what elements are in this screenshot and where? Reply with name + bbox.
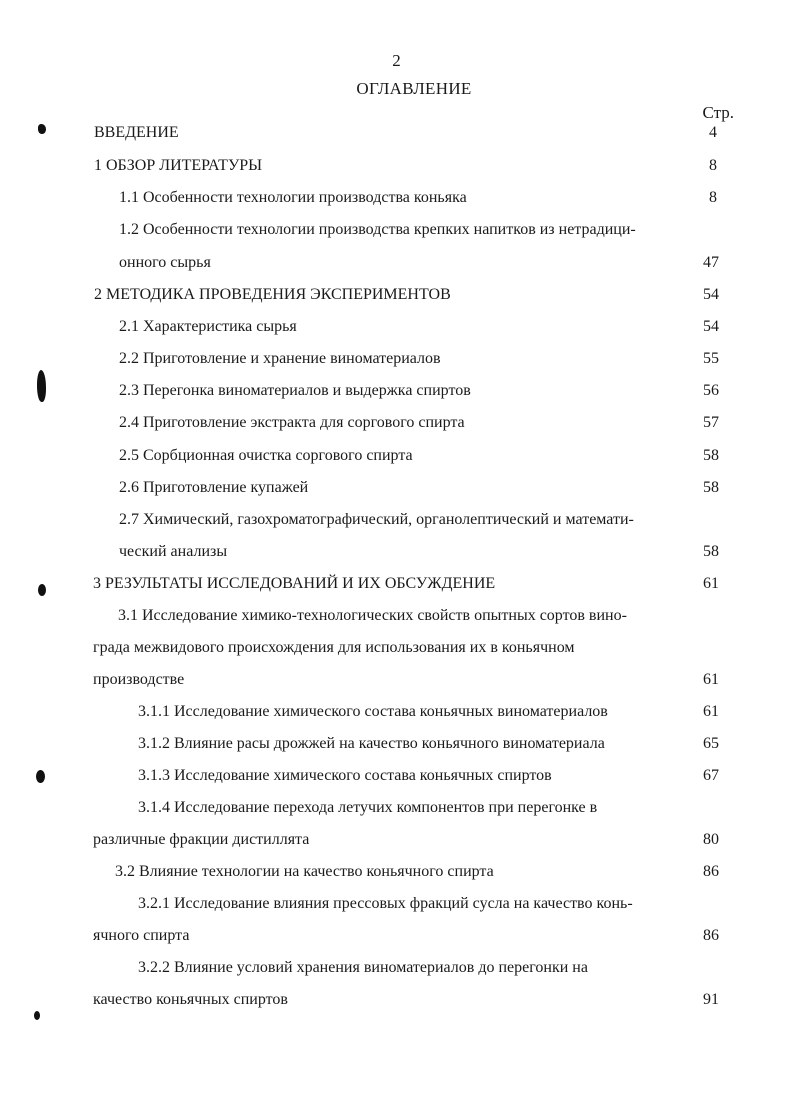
toc-entry-page: 91: [703, 991, 719, 1008]
toc-entry-page: 86: [703, 927, 719, 944]
toc-entry-text: 3.1.2 Влияние расы дрожжей на качество коньячного виноматериала: [138, 735, 605, 752]
scan-mark: [36, 770, 45, 783]
toc-entry-text: 2 МЕТОДИКА ПРОВЕДЕНИЯ ЭКСПЕРИМЕНТОВ: [94, 286, 451, 303]
scan-mark: [37, 370, 46, 402]
toc-entry-page: 58: [703, 543, 719, 560]
toc-entry-text: 3.1.4 Исследование перехода летучих компонентов при перегонке в: [138, 799, 598, 816]
page-title: ОГЛАВЛЕНИЕ: [356, 79, 472, 98]
toc-entry-text: 3.1.1 Исследование химического состава коньячных виноматериалов: [138, 703, 608, 720]
toc-entry-text: 1 ОБЗОР ЛИТЕРАТУРЫ: [94, 157, 263, 174]
toc-entry-page: 56: [703, 382, 719, 399]
toc-entry-text: 2.4 Приготовление экстракта для соргового спирта: [119, 414, 465, 431]
toc-entry-page: 4: [709, 124, 717, 141]
toc-entry-text: 2.2 Приготовление и хранение виноматериалов: [119, 350, 441, 367]
toc-entry-page: 54: [703, 318, 719, 335]
toc-entry-text: 2.3 Перегонка виноматериалов и выдержка спиртов: [119, 382, 471, 399]
toc-entry-page: 57: [703, 414, 719, 431]
toc-entry-text: 1.1 Особенности технологии производства коньяка: [119, 189, 467, 206]
toc-entry-text: 3.1.3 Исследование химического состава коньячных спиртов: [138, 767, 552, 784]
toc-entry-text: 2.1 Характеристика сырья: [119, 318, 297, 335]
toc-entry-page: 65: [703, 735, 719, 752]
scan-mark: [38, 124, 46, 134]
toc-entry-text: 2.7 Химический, газохроматографический, органолептический и математи-: [119, 511, 634, 528]
toc-entry-text: онного сырья: [119, 254, 211, 271]
page-column-header: Стр.: [702, 103, 734, 122]
toc-entry-text: града межвидового происхождения для использования их в коньячном: [93, 639, 575, 656]
toc-entry-page: 54: [703, 286, 719, 303]
toc-entry-page: 8: [709, 189, 717, 206]
toc-entry-page: 55: [703, 350, 719, 367]
toc-entry-text: 3.2 Влияние технологии на качество коньячного спирта: [115, 863, 494, 880]
toc-entry-text: 3.2.1 Исследование влияния прессовых фракций сусла на качество конь-: [138, 895, 633, 912]
toc-entry-page: 61: [703, 671, 719, 688]
toc-entry-text: 3.1 Исследование химико-технологических свойств опытных сортов вино-: [118, 607, 627, 624]
toc-entry-page: 80: [703, 831, 719, 848]
toc-entry-page: 61: [703, 575, 719, 592]
toc-entry-text: ческий анализы: [119, 543, 228, 560]
toc-entry-text: 3.2.2 Влияние условий хранения виноматериалов до перегонки на: [138, 959, 588, 976]
toc-entry-text: 2.5 Сорбционная очистка соргового спирта: [119, 447, 413, 464]
toc-entry-page: 47: [703, 254, 719, 271]
toc-entry-text: 3 РЕЗУЛЬТАТЫ ИССЛЕДОВАНИЙ И ИХ ОБСУЖДЕНИЕ: [93, 575, 496, 592]
toc-entry-page: 58: [703, 479, 719, 496]
toc-entry-text: производстве: [93, 671, 185, 688]
toc-entry-text: качество коньячных спиртов: [93, 991, 288, 1008]
toc-entry-text: 2.6 Приготовление купажей: [119, 479, 309, 496]
toc-entry-page: 58: [703, 447, 719, 464]
toc-entry-page: 86: [703, 863, 719, 880]
toc-entry-page: 61: [703, 703, 719, 720]
toc-entry-text: ячного спирта: [93, 927, 190, 944]
toc-entry-text: 1.2 Особенности технологии производства крепких напитков из нетрадици-: [119, 221, 636, 238]
scan-mark: [34, 1011, 40, 1020]
toc-entry-page: 8: [709, 157, 717, 174]
toc-entry-text: различные фракции дистиллята: [93, 831, 310, 848]
page-number: 2: [392, 51, 401, 70]
toc-entry-text: ВВЕДЕНИЕ: [94, 124, 179, 141]
scan-mark: [38, 584, 46, 596]
toc-entry-page: 67: [703, 767, 719, 784]
